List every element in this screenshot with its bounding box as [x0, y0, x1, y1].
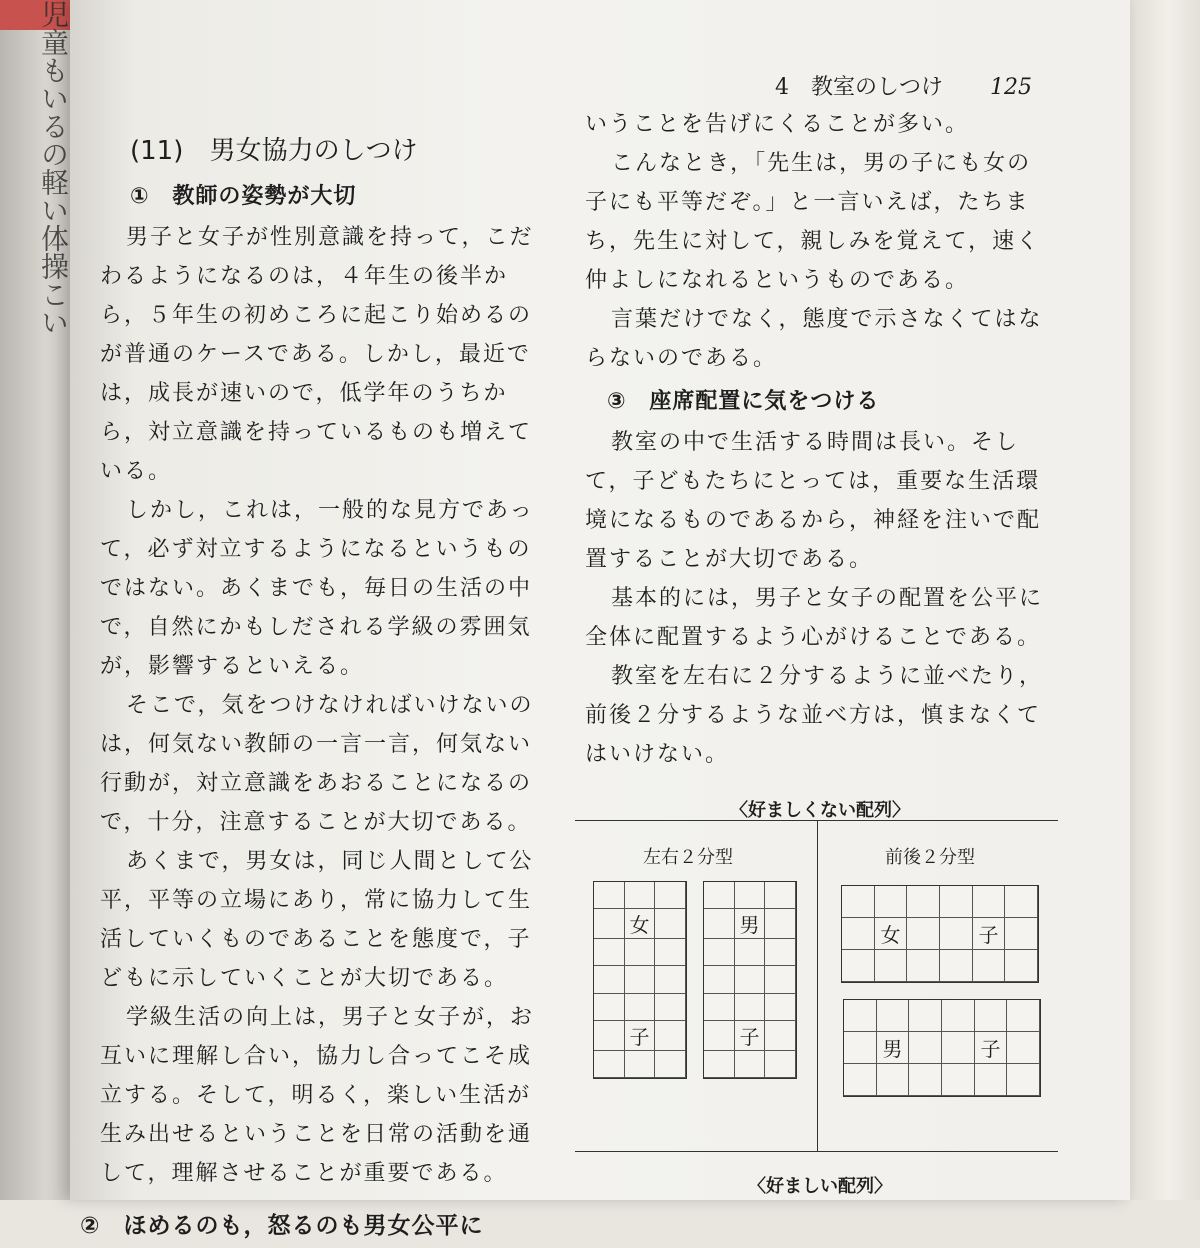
section-number: (11)	[130, 136, 184, 166]
subsection-heading	[80, 1207, 540, 1240]
boy-label: 男	[877, 1032, 910, 1064]
left-column	[80, 130, 540, 1248]
label-front-back-split: 前後２分型	[885, 847, 975, 868]
seating-grid-boys	[703, 881, 797, 1079]
paragraph: 学級生活の向上は，男子と女子が，お互いに理解し合い，協力し合ってこそ成立する。そして，明るく，楽しい生活が生み出せるということを日常の活動を通して，理解させることが重要である。	[100, 1005, 535, 1186]
seating-grid-front	[841, 885, 1039, 983]
chapter-title: 4 教室のしつけ	[775, 75, 943, 100]
figure-divider	[817, 821, 818, 1151]
subsection-number: ②	[80, 1213, 101, 1239]
girl-label: 女	[625, 909, 656, 939]
paragraph: 男子と女子が性別意識を持って，こだわるようになるのは，４年生の後半から，５年生の初めころに起こり始めるのが普通のケースである。しかし，最近では，成長が速いので，低学年のうちから，対立意識を持っているものも増えている。	[100, 225, 534, 484]
paragraph: 教室を左右に２分するように並べたり，前後２分するような並べ方は，慎まなくてはいけない。	[585, 664, 1044, 767]
right-column	[585, 105, 1055, 832]
child-label: 子	[973, 918, 1006, 950]
section-heading	[130, 130, 540, 167]
seating-figure	[575, 820, 1058, 1152]
subsection-title: ほめるのも，怒るのも男女公平に	[123, 1213, 484, 1239]
subsection-heading	[130, 179, 540, 210]
seating-grid-girls	[593, 881, 687, 1079]
girl-label: 女	[875, 918, 908, 950]
paragraph: そこで，気をつけなければいけないのは，何気ない教師の一言一言，何気ない行動が，対立意識をあおることになるので，十分，注意することが大切である。	[100, 693, 534, 835]
paragraph: こんなとき，「先生は，男の子にも女の子にも平等だぞ。」と一言いえば，たちまち，先生に対して，親しみを覚えて，速く仲よしになれるというものである。	[585, 151, 1041, 293]
subsection-heading	[607, 384, 1055, 415]
seating-grid-back	[843, 999, 1041, 1097]
adjacent-page-text: 児童もいるの軽い体操こい	[37, 0, 70, 336]
paragraph: 教室の中で生活する時間は長い。そして，子どもたちにとっては，重要な生活環境になるものであるから，神経を注いで配置することが大切である。	[585, 430, 1042, 572]
child-label: 子	[975, 1032, 1008, 1064]
figure-caption-bad: 〈好ましくない配列〉	[730, 800, 910, 821]
book-edge-right	[1120, 0, 1200, 1200]
running-header	[775, 70, 1032, 101]
figure-caption-good: 〈好ましい配列〉	[748, 1176, 892, 1197]
child-label: 子	[735, 1021, 766, 1051]
paragraph: いうことを告げにくることが多い。	[585, 112, 970, 137]
page-number: 125	[990, 75, 1032, 100]
subsection-number: ①	[130, 184, 150, 209]
paragraph: しかし，これは，一般的な見方であって，必ず対立するようになるというものではない。あくまでも，毎日の生活の中で，自然にかもしだされる学級の雰囲気が，影響するといえる。	[100, 498, 534, 679]
boy-label: 男	[735, 909, 766, 939]
paragraph: あくまで，男女は，同じ人間として公平，平等の立場にあり，常に協力して生活していくものであることを態度で，子どもに示していくことが大切である。	[100, 849, 534, 991]
paragraph: 基本的には，男子と女子の配置を公平に全体に配置するよう心がけることである。	[585, 586, 1044, 650]
label-left-right-split: 左右２分型	[643, 847, 733, 868]
subsection-title: 座席配置に気をつける	[649, 389, 880, 414]
subsection-title: 教師の姿勢が大切	[172, 184, 357, 209]
paragraph: 言葉だけでなく，態度で示さなくてはならないのである。	[585, 307, 1043, 371]
child-label: 子	[625, 1021, 656, 1051]
section-title: 男女協力のしつけ	[209, 136, 418, 166]
subsection-number: ③	[607, 389, 627, 414]
